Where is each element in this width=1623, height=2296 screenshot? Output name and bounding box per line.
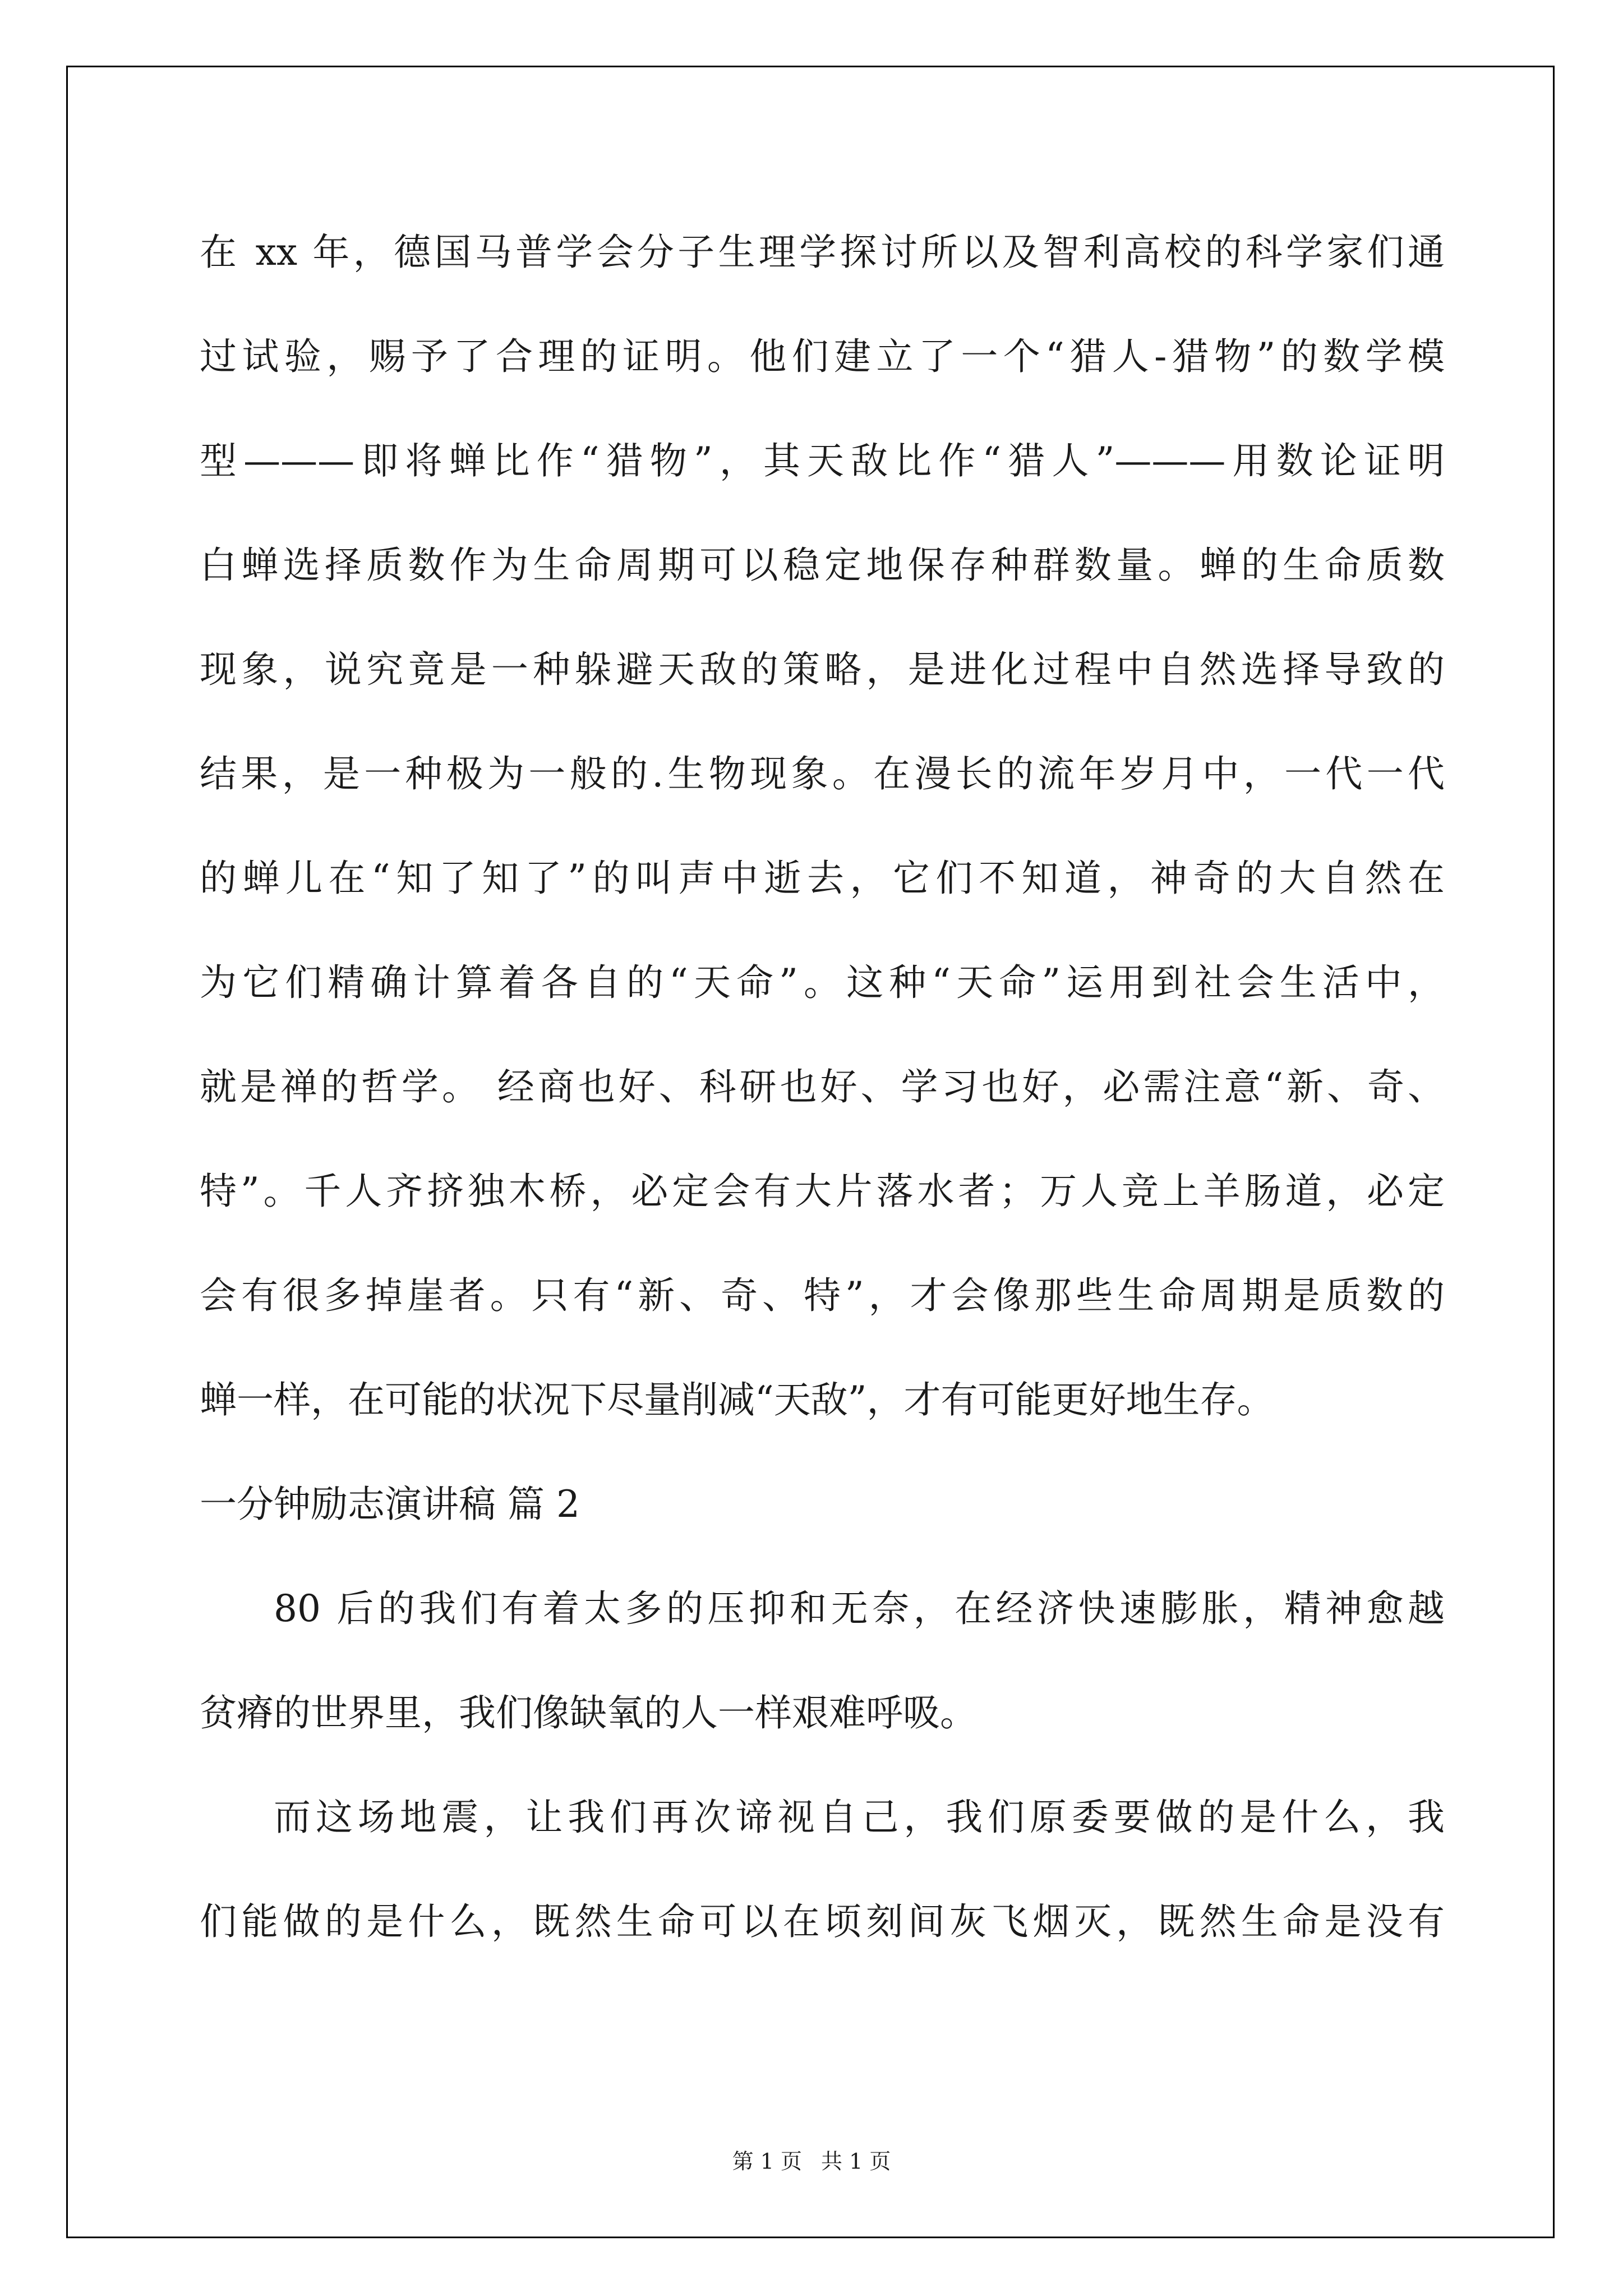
text-line: 白蝉选择质数作为生命周期可以稳定地保存种群数量。蝉的生命质数 — [200, 544, 1445, 587]
text-line: 会有很多掉崖者。只有“新、奇、特”，才会像那些生命周期是质数的 — [200, 1274, 1445, 1317]
text-line: 蝉一样，在可能的状况下尽量削减“天敌”，才有可能更好地生存。 — [200, 1378, 1274, 1421]
text-line: 80 后的我们有着太多的压抑和无奈，在经济快速膨胀，精神愈越 — [274, 1587, 1445, 1630]
text-line: 就是禅的哲学。 经商也好、科研也好、学习也好，必需注意“新、奇、 — [200, 1065, 1445, 1108]
page-footer — [0, 2144, 1623, 2175]
text-line: 过试验，赐予了合理的证明。他们建立了一个“猎人-猎物”的数学模 — [200, 335, 1445, 378]
text-line: 而这场地震，让我们再次谛视自己，我们原委要做的是什么，我 — [274, 1796, 1445, 1839]
text-line: 型———即将蝉比作“猎物”，其天敌比作“猎人”———用数论证明 — [200, 439, 1445, 482]
page-number: 第 1 页 — [732, 2149, 802, 2174]
document-body — [200, 200, 1445, 1974]
text-line: 为它们精确计算着各自的“天命”。这种“天命”运用到社会生活中， — [200, 961, 1445, 1004]
text-line: 的蝉儿在“知了知了”的叫声中逝去，它们不知道，神奇的大自然在 — [200, 857, 1445, 900]
section-heading: 一分钟励志演讲稿 篇 2 — [200, 1483, 580, 1526]
page-total: 共 1 页 — [821, 2149, 891, 2174]
text-line: 特”。千人齐挤独木桥，必定会有大片落水者；万人竞上羊肠道，必定 — [200, 1170, 1445, 1213]
text-line: 现象，说究竟是一种躲避天敌的策略，是进化过程中自然选择导致的 — [200, 648, 1445, 691]
text-line: 们能做的是什么，既然生命可以在顷刻间灰飞烟灭，既然生命是没有 — [200, 1900, 1445, 1943]
text-line: 在 xx 年，德国马普学会分子生理学探讨所以及智利高校的科学家们通 — [200, 231, 1445, 274]
text-line: 结果，是一种极为一般的.生物现象。在漫长的流年岁月中，一代一代 — [200, 752, 1445, 795]
text-line: 贫瘠的世界里，我们像缺氧的人一样艰难呼吸。 — [200, 1691, 977, 1734]
